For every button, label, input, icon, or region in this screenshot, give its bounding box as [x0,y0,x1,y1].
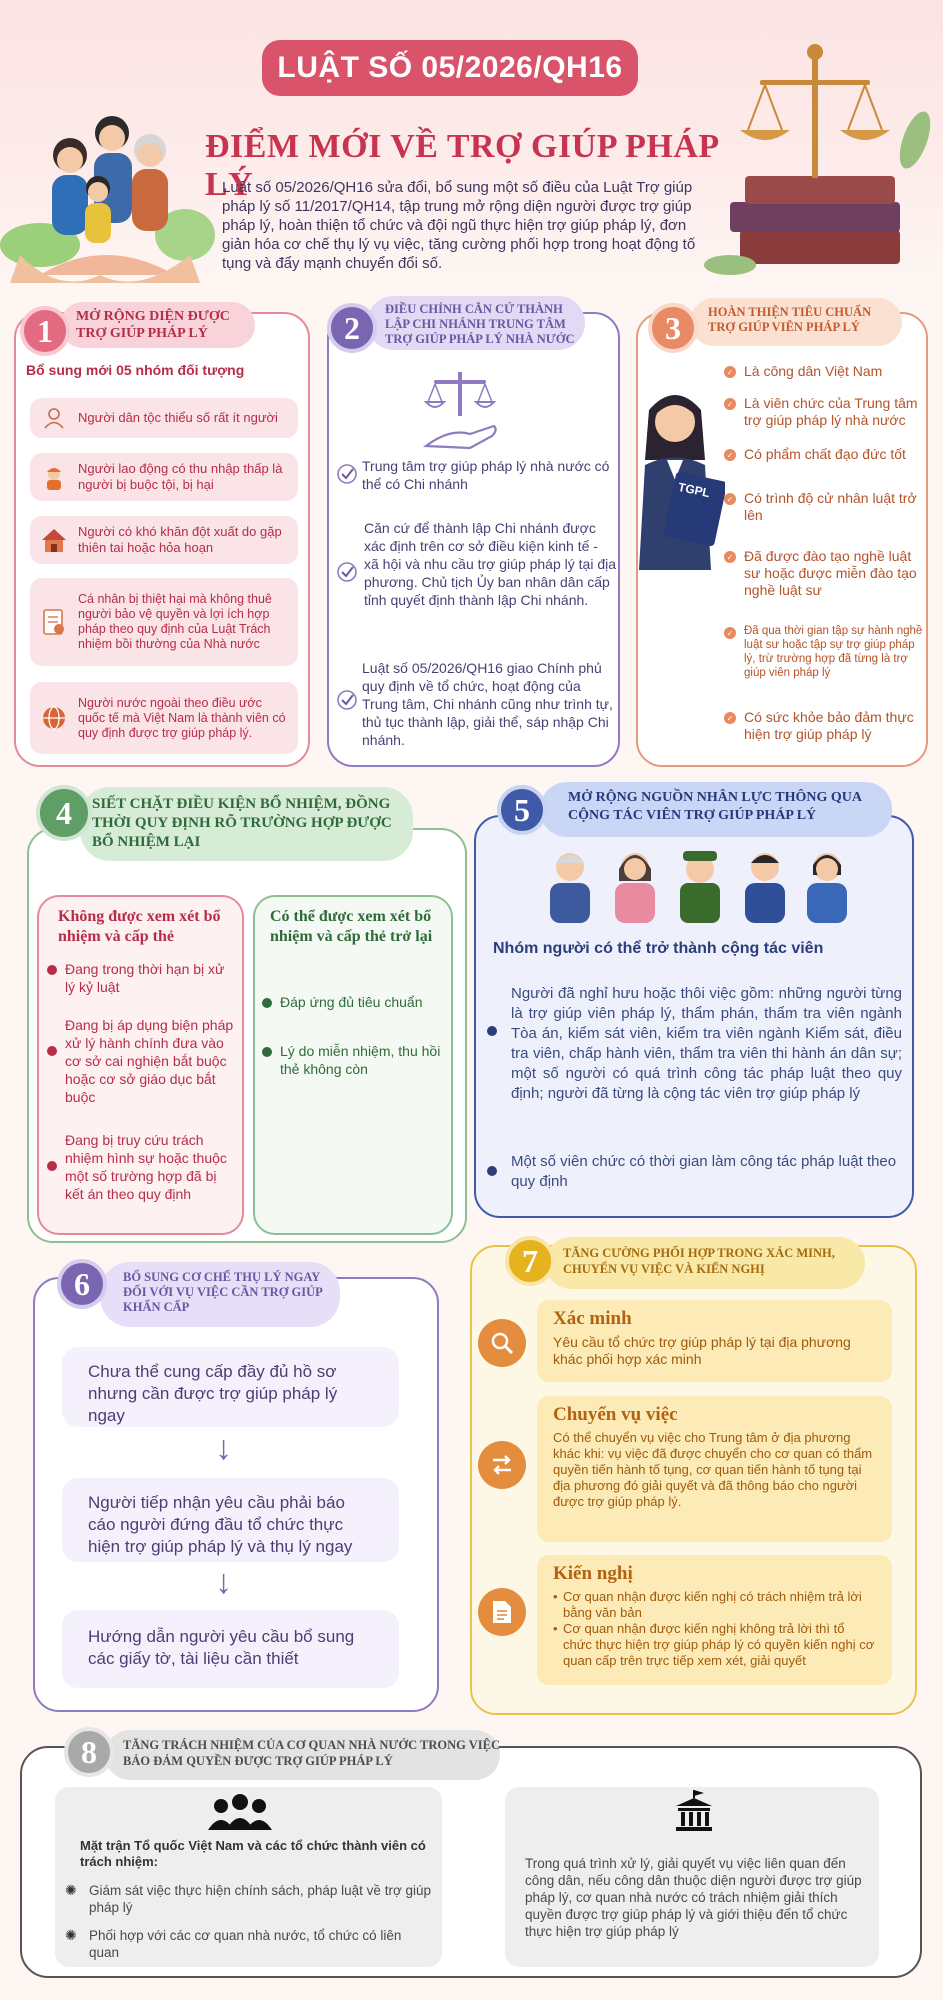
eligible-again-heading: Có thể được xem xét bổ nhiệm và cấp thẻ trở lại [270,908,433,945]
check-circle-icon [336,689,362,749]
list-item-text: Căn cứ để thành lập Chi nhánh được xác định trên cơ sở điều kiện kinh tế - xã hội và nhu cầu trợ giúp pháp lý tại địa phương. Chủ tịch Ủy ban nhân dân cấp tỉnh quyết định thành lập Chi nhánh. [364,520,617,608]
check-dot-icon: ✓ [724,627,736,639]
intro-text: Luật số 05/2026/QH16 sửa đổi, bổ sung một số điều của Luật Trợ giúp pháp lý số 11/2017/QH14, tập trung mở rộng diện người được trợ giúp pháp lý, hoàn thiện tổ chức và đội ngũ thực hiện trợ giúp pháp lý, đơn giản hóa cơ chế thụ lý vụ việc, tăng cường phối hợp trong hoạt động tố tụng và đẩy mạnh chuyển đổi số. [222,179,696,272]
magnifier-icon [478,1319,526,1367]
list-item [724,363,929,380]
list-item-text: Người dân tộc thiểu số rất ít người [78,410,278,425]
list-item-text: Đang bị truy cứu trách nhiệm hình sự hoặc thuộc một số trường hợp đã bị kết án theo quy định [65,1132,227,1202]
list-item [336,457,616,493]
list-item [30,578,298,666]
document-icon [478,1588,526,1636]
arrow-down-icon: ↓ [215,1563,232,1601]
list-item [487,984,902,1104]
list-item [30,682,298,754]
list-item [47,1131,237,1203]
group-people-icon [205,1792,275,1832]
bullet-icon [47,1161,57,1171]
list-item [47,960,237,996]
arrow-down-icon: ↓ [215,1429,232,1467]
verify-text: Yêu cầu tổ chức trợ giúp pháp lý tại địa phương khác phối hợp xác minh [553,1334,851,1367]
bullet-icon [487,1026,497,1036]
bullet-icon [262,998,272,1008]
verify-card [537,1300,892,1382]
check-circle-icon [336,561,362,609]
section-8-number: 8 [64,1727,114,1777]
section-5-title: MỞ RỘNG NGUỒN NHÂN LỰC THÔNG QUA CỘNG TÁC VIÊN TRỢ GIÚP PHÁP LÝ [568,790,862,823]
section-3-title: HOÀN THIỆN TIÊU CHUẨN TRỢ GIÚP VIÊN PHÁP LÝ [708,305,872,334]
section-5-number: 5 [497,785,547,835]
bullet-icon [262,1047,272,1057]
list-item-text: Đáp ứng đủ tiêu chuẩn [280,994,423,1010]
list-item-text: Có trình độ cử nhân luật trở lên [744,490,917,523]
family-illustration [0,105,215,285]
list-item [724,709,929,743]
section-3-number: 3 [648,303,698,353]
list-item [262,993,447,1011]
worker-icon [40,463,68,491]
list-item [724,490,929,524]
list-item [30,398,298,438]
list-item-text: Người đã nghỉ hưu hoặc thôi việc gồm: những người từng là trợ giúp viên pháp lý, thẩm phán, thẩm tra viên ngành Tòa án, kiểm sát viên, kiểm tra viên ngành Kiểm sát, điều tra viên, chấp hành viên, thẩm tra viên thi hành án dân sự; một số người có quá trình công tác pháp luật theo quy định; người đã từng là cộng tác viên trợ giúp pháp lý [511,985,902,1102]
tgpl-badge: TGPL [676,479,712,501]
transfer-heading: Chuyển vụ việc [553,1404,678,1425]
transfer-text: Có thể chuyển vụ việc cho Trung tâm ở địa phương khác khi: vụ việc đã được chuyển cho cơ quan có thẩm quyền tiến hành tố tụng, cơ quan tiến hành tố tụng tại địa phương đó giải quyết và đã thông báo cho người được trợ giúp pháp lý. [553,1430,873,1509]
section-5-subtitle: Nhóm người có thể trở thành cộng tác viên [493,940,824,957]
list-item [262,1042,447,1078]
person-icon [40,404,68,432]
page-title: ĐIỂM MỚI VỀ TRỢ GIÚP PHÁP LÝ [205,128,718,203]
section-6-number: 6 [57,1259,107,1309]
petition-card [537,1555,892,1685]
flow-step: Hướng dẫn người yêu cầu bổ sung các giấy tờ, tài liệu cần thiết [62,1610,399,1688]
scale-hand-icon [420,368,500,454]
list-item-text: Luật số 05/2026/QH16 giao Chính phủ quy định về tổ chức, hoạt động của Trung tâm, Chi nhánh cũng như trình tự, thủ tục thành lập, giải thể, sáp nhập Chi nhánh. [362,660,613,748]
petition-item: • Cơ quan nhận được kiến nghị có trách nhiệm trả lời bằng văn bản [553,1589,876,1621]
bullet-icon [487,1166,497,1176]
section-7-number: 7 [505,1236,555,1286]
section-7-title: TĂNG CƯỜNG PHỐI HỢP TRONG XÁC MINH, CHUYỂN VỤ VIỆC VÀ KIẾN NGHỊ [563,1246,835,1276]
check-dot-icon: ✓ [724,551,736,563]
list-item-text: Đang trong thời hạn bị xử lý kỷ luật [65,961,225,995]
list-item-text: Đã được đào tạo nghề luật sư hoặc được miễn đào tạo nghề luật sư [744,548,917,598]
list-item-text: Đã qua thời gian tập sự hành nghề luật sư hoặc tập sự trợ giúp pháp lý, trừ trường hợp đã từng là trợ giúp viên pháp lý [744,625,923,679]
bullet-icon [47,1046,57,1056]
star-bullet-icon: ✺ [65,1882,77,1898]
list-item-text: Phối hợp với các cơ quan nhà nước, tổ chức có liên quan [89,1928,402,1960]
section-1-title: MỞ RỘNG DIỆN ĐƯỢC TRỢ GIÚP PHÁP LÝ [76,309,230,341]
list-item [30,453,298,501]
check-dot-icon: ✓ [724,398,736,410]
check-dot-icon: ✓ [724,712,736,724]
section-4-title: SIẾT CHẶT ĐIỀU KIỆN BỔ NHIỆM, ĐỒNG THỜI QUY ĐỊNH RÕ TRƯỜNG HỢP ĐƯỢC BỔ NHIỆM LẠI [92,796,392,850]
transfer-card [537,1396,892,1542]
list-item-text: Trung tâm trợ giúp pháp lý nhà nước có thể có Chi nhánh [362,458,610,492]
list-item-text: Giám sát việc thực hiện chính sách, pháp luật về trợ giúp pháp lý [89,1883,432,1915]
verify-heading: Xác minh [553,1308,632,1329]
list-item [336,659,616,749]
globe-icon [40,704,68,732]
list-item-text: Người lao động có thu nhập thấp là người bị buộc tội, bị hại [78,461,283,492]
check-dot-icon: ✓ [724,449,736,461]
list-item-text: Cá nhân bị thiệt hại mà không thuê người bảo vệ quyền và lợi ích hợp pháp theo quy định của Luật Trách nhiệm bồi thường của Nhà nước [78,592,272,651]
list-item-text: Đang bị áp dụng biện pháp xử lý hành chính đưa vào cơ sở cai nghiện bắt buộc hoặc cơ sở giáo dục bắt buộc [65,1017,234,1105]
list-item [47,1016,237,1106]
star-bullet-icon: ✺ [65,1927,77,1943]
section-4-number: 4 [36,785,92,841]
list-item-text: Có sức khỏe bảo đảm thực hiện trợ giúp pháp lý [744,709,914,742]
state-agency-text: Trong quá trình xử lý, giải quyết vụ việc liên quan đến công dân, nếu công dân thuộc diện người được trợ giúp pháp lý, cơ quan nhà nước có trách nhiệm giải thích quyền được trợ giúp pháp lý và giới thiệu đến tổ chức thực hiện trợ giúp pháp lý [525,1856,862,1939]
list-item [336,519,616,609]
check-circle-icon [336,463,362,493]
list-item [724,446,929,463]
list-item [65,1882,435,1916]
house-icon [40,526,68,554]
document-money-icon [40,608,68,636]
section-6-title: BỔ SUNG CƠ CHẾ THỤ LÝ NGAY ĐỐI VỚI VỤ VIỆC CẦN TRỢ GIÚP KHẨN CẤP [123,1270,323,1314]
front-subtitle: Mặt trận Tổ quốc Việt Nam và các tổ chức thành viên có trách nhiệm: [80,1838,426,1869]
legal-aid-officer-illustration [625,380,725,570]
transfer-arrows-icon [478,1441,526,1489]
bullet-icon [47,965,57,975]
list-item-text: Lý do miễn nhiệm, thu hồi thẻ không còn [280,1043,441,1077]
government-building-icon [672,1788,716,1834]
check-dot-icon: ✓ [724,366,736,378]
list-item [724,624,929,680]
list-item-text: Là viên chức của Trung tâm trợ giúp pháp lý nhà nước [744,395,918,428]
list-item [724,548,929,599]
list-item [65,1927,435,1961]
flow-step: Người tiếp nhận yêu cầu phải báo cáo người đứng đầu tổ chức thực hiện trợ giúp pháp lý và thụ lý ngay [62,1478,399,1562]
list-item-text: Người nước ngoài theo điều ước quốc tế mà Việt Nam là thành viên có quy định được trợ giúp pháp lý. [78,695,286,740]
list-item [724,395,929,429]
list-item-text: Người có khó khăn đột xuất do gặp thiên tai hoặc hỏa hoạn [78,524,282,555]
petition-item: • Cơ quan nhận được kiến nghị không trả lời thì tổ chức thực hiện trợ giúp pháp lý có quyền kiến nghị cơ quan cấp trên trực tiếp xem xét, giải quyết [553,1621,876,1669]
collaborators-illustration [535,845,855,923]
petition-heading: Kiến nghị [553,1563,633,1584]
section-1-number: 1 [20,306,70,356]
section-1-subtitle: Bổ sung mới 05 nhóm đối tượng [26,362,245,378]
check-dot-icon: ✓ [724,493,736,505]
law-number-badge: LUẬT SỐ 05/2026/QH16 [262,40,638,96]
section-8-title: TĂNG TRÁCH NHIỆM CỦA CƠ QUAN NHÀ NƯỚC TRONG VIỆC BẢO ĐẢM QUYỀN ĐƯỢC TRỢ GIÚP PHÁP LÝ [123,1738,500,1768]
list-item-text: Một số viên chức có thời gian làm công tác pháp luật theo quy định [511,1153,897,1190]
list-item [487,1152,902,1192]
list-item-text: Có phẩm chất đạo đức tốt [744,446,906,462]
section-2-title: ĐIỀU CHỈNH CĂN CỨ THÀNH LẬP CHI NHÁNH TRUNG TÂM TRỢ GIÚP PHÁP LÝ NHÀ NƯỚC [385,302,575,346]
flow-step: Chưa thể cung cấp đầy đủ hồ sơ nhưng cần được trợ giúp pháp lý ngay [62,1347,399,1427]
list-item-text: Là công dân Việt Nam [744,363,883,379]
not-eligible-heading: Không được xem xét bổ nhiệm và cấp thẻ [58,908,221,945]
list-item [30,516,298,564]
section-2-number: 2 [327,303,377,353]
